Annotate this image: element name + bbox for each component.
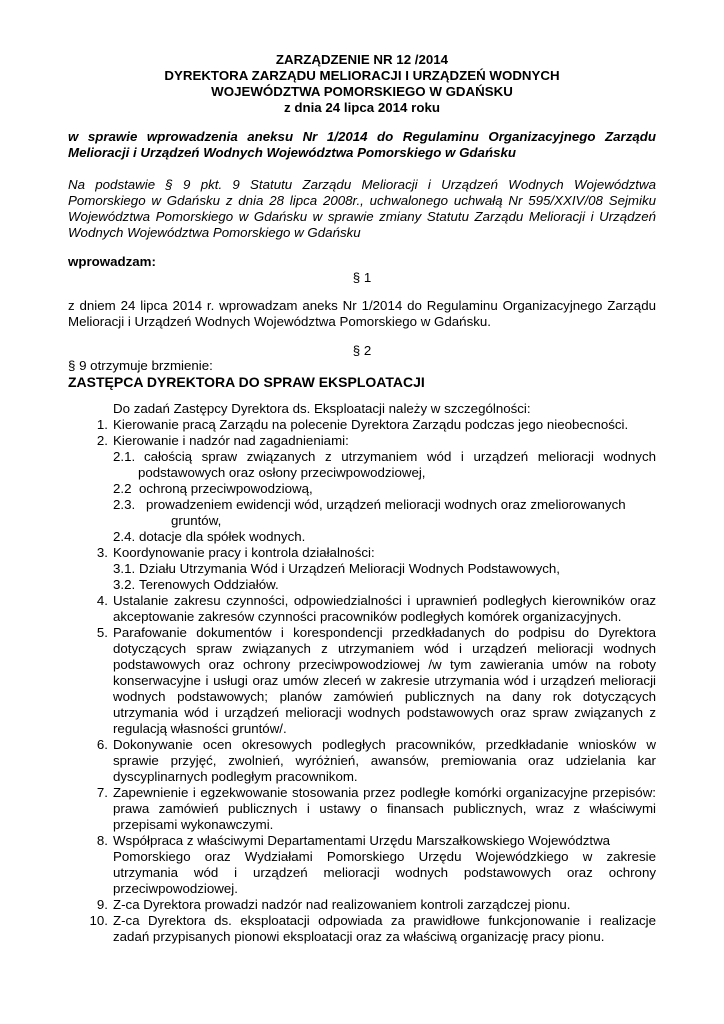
sub-2-2-line-1: ochroną przeciwpowodziową,: [139, 481, 313, 496]
sub-3-2-line-1: Terenowych Oddziałów.: [139, 577, 279, 592]
sub-item-number: 2.1.: [113, 449, 136, 464]
item-9-line-1: Z-ca Dyrektora prowadzi nadzór nad realizowaniem kontroli zarządczej pionu.: [113, 897, 571, 912]
item-6-line-2: sprawie przyjęć, zwolnień, wyróżnień, awansów, premiowania oraz udzielania kar: [113, 753, 656, 768]
item-4-line-2: akceptowanie zakresów czynności pracowników podległych komórek organizacyjnych.: [113, 609, 622, 624]
item-5-line-5: wodnych podstawowych; planów zamówień publicznych na dany rok dotyczących: [113, 689, 656, 704]
item-1-line-1: Kierowanie pracą Zarządu na polecenie Dyrektora Zarządu podczas jego nieobecności.: [113, 417, 629, 432]
section-2-heading: ZASTĘPCA DYREKTORA DO SPRAW EKSPLOATACJI: [68, 374, 425, 390]
basis-line-2: Pomorskiego w Gdańsku z dnia 28 lipca 2008r., uchwalonego uchwałą Nr 595/XXIV/08 Sejmiku: [68, 193, 656, 208]
item-number: 6.: [96, 737, 108, 752]
item-4-line-1: Ustalanie zakresu czynności, odpowiedzialności i uprawnień podległych kierowników oraz: [113, 593, 656, 608]
item-number: 8.: [96, 833, 108, 848]
item-number: 4.: [96, 593, 108, 608]
item-3-line-1: Koordynowanie pracy i kontrola działalności:: [113, 545, 375, 560]
item-number: 10.: [89, 913, 108, 928]
sub-item-number: 2.4.: [113, 529, 136, 544]
basis-line-3: Województwa Pomorskiego w Gdańsku w sprawie zmiany Statutu Zarządu Melioracji i Urządzeń: [68, 209, 656, 224]
sub-2-4-line-1: dotacje dla spółek wodnych.: [139, 529, 306, 544]
item-10-line-1: Z-ca Dyrektora ds. eksploatacji odpowiada za prawidłowe funkcjonowanie i realizacje: [113, 913, 656, 928]
sub-item-number: 2.3.: [113, 497, 136, 512]
item-7-line-3: przepisami wykonawczymi.: [113, 817, 274, 832]
doc-issuer-line-2: WOJEWÓDZTWA POMORSKIEGO W GDAŃSKU: [211, 84, 513, 99]
item-8-line-3: utrzymania wód i urządzeń melioracji wodnych podstawowych oraz ochrony: [113, 865, 656, 880]
item-5-line-4: konserwacyjne i usługi oraz umów zleceń w zakresie utrzymania wód i urządzeń melioracji: [113, 673, 656, 688]
section-1-line-1: z dniem 24 lipca 2014 r. wprowadzam aneks Nr 1/2014 do Regulaminu Organizacyjnego Zarządu: [68, 298, 656, 313]
item-8-line-4: przeciwpowodziowej.: [113, 881, 238, 896]
item-number: 9.: [96, 897, 108, 912]
doc-date: z dnia 24 lipca 2014 roku: [284, 100, 440, 115]
item-7-line-1: Zapewnienie i egzekwowanie stosowania przez podległe komórki organizacyjne przepisów:: [113, 785, 656, 800]
item-number: 2.: [96, 433, 108, 448]
basis-line-1: Na podstawie § 9 pkt. 9 Statutu Zarządu Melioracji i Urządzeń Wodnych Województwa: [68, 177, 656, 192]
item-number: 1.: [96, 417, 108, 432]
item-number: 3.: [96, 545, 108, 560]
item-5-line-2: dotyczących spraw związanych z utrzymaniem wód i urządzeń melioracji wodnych: [113, 641, 656, 656]
sub-2-3-line-1: prowadzeniem ewidencji wód, urządzeń melioracji wodnych oraz zmeliorowanych: [146, 497, 626, 512]
item-5-line-7: regulacją własności gruntów/.: [113, 721, 287, 736]
sub-2-1-line-2: podstawowych oraz osłony przeciwpowodziowej,: [138, 465, 426, 480]
section-2-intro: § 9 otrzymuje brzmienie:: [68, 358, 213, 373]
sub-3-1-line-1: Działu Utrzymania Wód i Urządzeń Melioracji Wodnych Podstawowych,: [139, 561, 560, 576]
section-2-symbol: § 2: [352, 343, 372, 358]
item-number: 7.: [96, 785, 108, 800]
sub-2-3-line-2: gruntów,: [171, 513, 222, 528]
item-5-line-1: Parafowanie dokumentów i korespondencji przedkładanych do podpisu do Dyrektora: [113, 625, 656, 640]
subject-line-2: Melioracji i Urządzeń Wodnych Województwa Pomorskiego w Gdańsku: [68, 145, 516, 160]
item-7-line-2: prawa zamówień publicznych i ustawy o finansach publicznych, wraz z właściwymi: [113, 801, 656, 816]
section-1-line-2: Melioracji i Urządzeń Wodnych Województwa Pomorskiego w Gdańsku.: [68, 314, 491, 329]
item-6-line-3: dyscyplinarnych podległym pracownikom.: [113, 769, 358, 784]
item-5-line-6: utrzymania wód i urządzeń melioracji wodnych podstawowych oraz spraw związanych z: [113, 705, 656, 720]
section-1-symbol: § 1: [352, 270, 372, 285]
sub-item-number: 3.2.: [113, 577, 136, 592]
sub-item-number: 2.2: [113, 481, 132, 496]
item-5-line-3: podstawowych oraz ochrony przeciwpowodziowej /w tym zawierania umów na roboty: [113, 657, 656, 672]
item-8-line-1: Współpraca z właściwymi Departamentami Urzędu Marszałkowskiego Województwa: [113, 833, 611, 848]
sub-item-number: 3.1.: [113, 561, 136, 576]
doc-title: ZARZĄDZENIE NR 12 /2014: [275, 52, 449, 67]
sub-2-1-line-1: całością spraw związanych z utrzymaniem wód i urządzeń melioracji wodnych: [144, 449, 656, 464]
section-2-lead: Do zadań Zastępcy Dyrektora ds. Eksploatacji należy w szczególności:: [113, 401, 531, 416]
item-10-line-2: zadań przypisanych pionowi eksploatacji oraz za właściwą organizację pracy pionu.: [113, 929, 605, 944]
item-8-line-2: Pomorskiego oraz Wydziałami Pomorskiego Urzędu Wojewódzkiego w zakresie: [113, 849, 656, 864]
basis-line-4: Wodnych Województwa Pomorskiego w Gdańsku: [68, 225, 361, 240]
subject-line-1: w sprawie wprowadzenia aneksu Nr 1/2014 do Regulaminu Organizacyjnego Zarządu: [68, 129, 656, 144]
introduce-label: wprowadzam:: [68, 254, 156, 269]
item-number: 5.: [96, 625, 108, 640]
item-6-line-1: Dokonywanie ocen okresowych podległych pracowników, przedkładanie wniosków w: [113, 737, 656, 752]
item-2-line-1: Kierowanie i nadzór nad zagadnieniami:: [113, 433, 349, 448]
doc-issuer-line-1: DYREKTORA ZARZĄDU MELIORACJI I URZĄDZEŃ WODNYCH: [164, 68, 560, 83]
